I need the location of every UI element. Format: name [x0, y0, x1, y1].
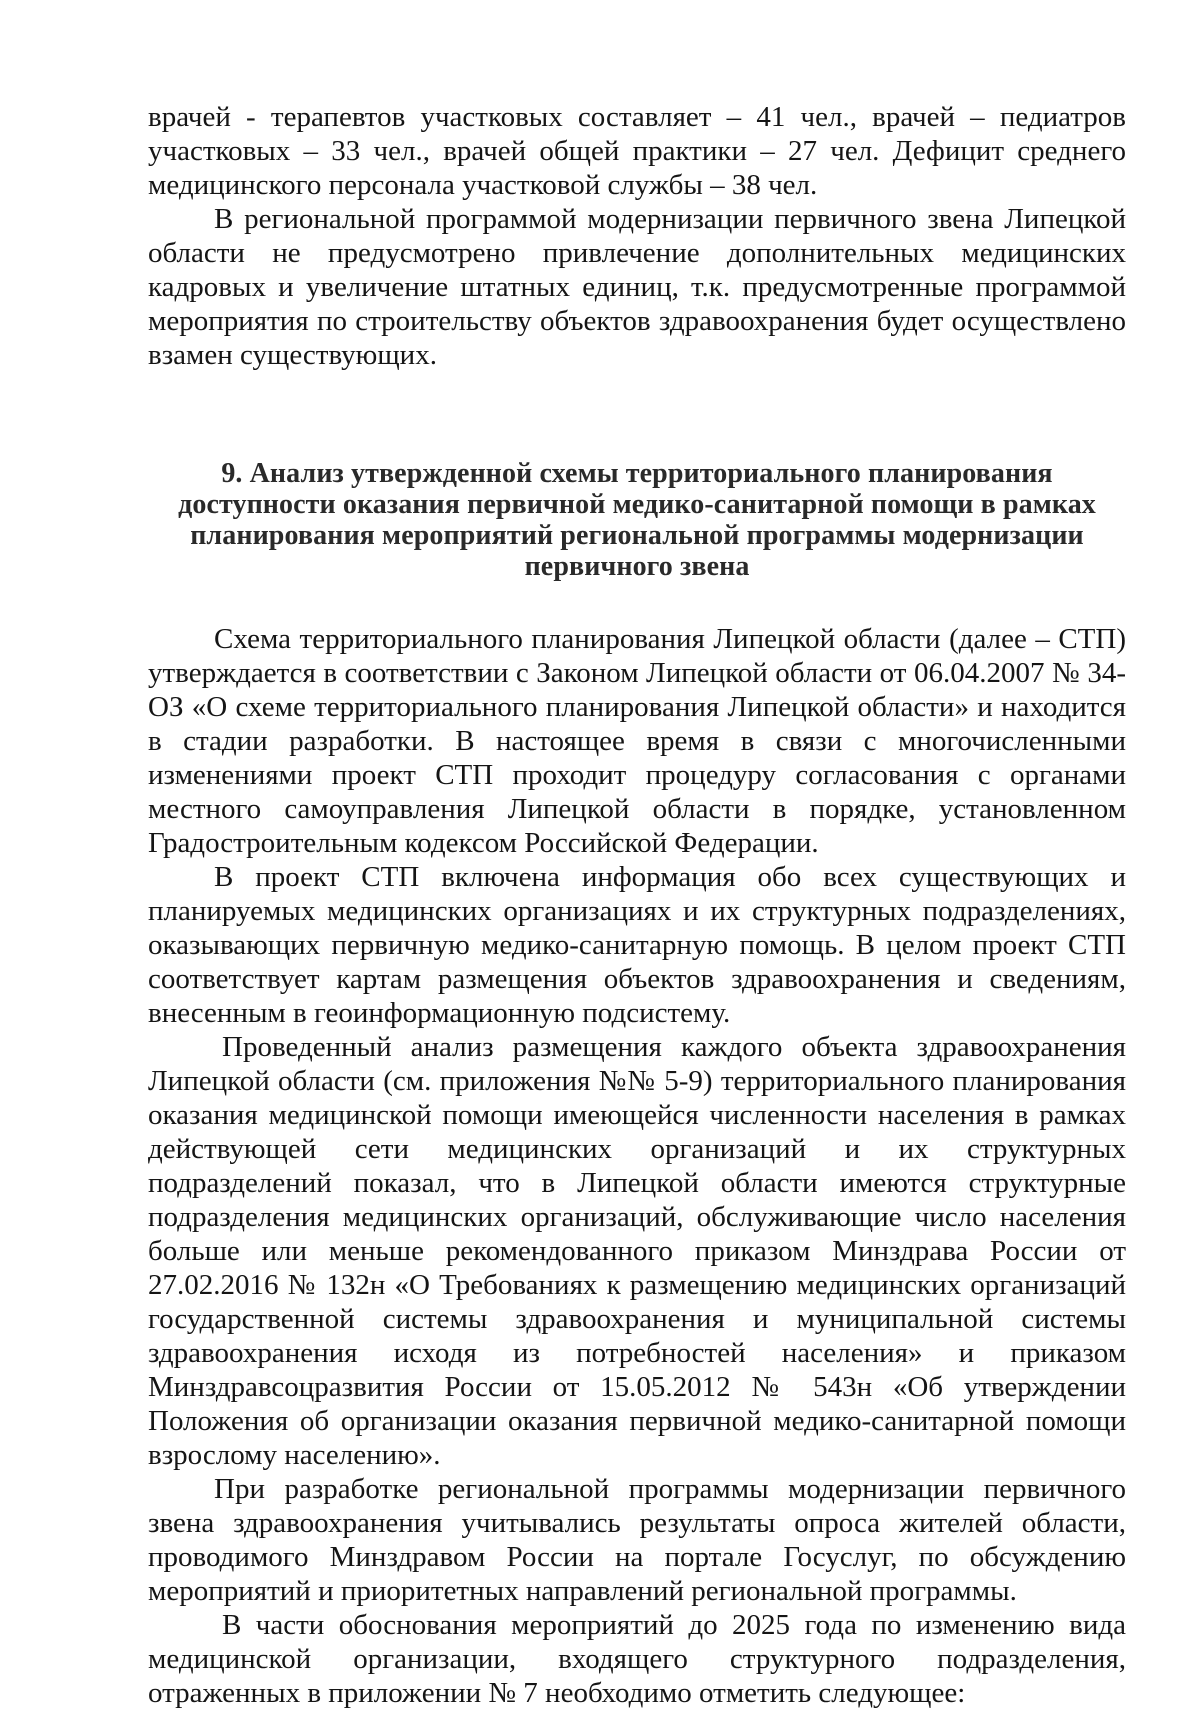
section-paragraph-5: В части обоснования мероприятий до 2025 года по изменению вида медицинской организации, входящего структурного подразделения, отраженных в приложении № 7 необходимо отметить следующее: [148, 1609, 1126, 1709]
section-heading-line: первичного звена [524, 551, 750, 582]
section-heading-line: доступности оказания первичной медико-санитарной помощи в рамках [178, 489, 1096, 520]
intro-paragraph-1: врачей - терапевтов участковых составляет – 41 чел., врачей – педиатров участковых – 33 чел., врачей общей практики – 27 чел. Дефицит среднего медицинского персонала участковой службы – 38 чел. [148, 101, 1126, 201]
document-body [148, 100, 1126, 1710]
section-paragraph-1: Схема территориального планирования Липецкой области (далее – СТП) утверждается в соответствии с Законом Липецкой области от 06.04.2007 № 34-ОЗ «О схеме территориального планирования Липецкой области» и находится в стадии разработки. В настоящее время в связи с многочисленными изменениями проект СТП проходит процедуру согласования с органами местного самоуправления Липецкой области в порядке, установленном Градостроительным кодексом Российской Федерации. [148, 623, 1126, 859]
section-paragraph-2: В проект СТП включена информация обо всех существующих и планируемых медицинских организациях и их структурных подразделениях, оказывающих первичную медико-санитарную помощь. В целом проект СТП соответствует картам размещения объектов здравоохранения и сведениям, внесенным в геоинформационную подсистему. [148, 861, 1126, 1029]
section-9-heading [148, 458, 1126, 582]
section-paragraph-4: При разработке региональной программы модернизации первичного звена здравоохранения учитывались результаты опроса жителей области, проводимого Минздравом России на портале Госуслуг, по обсуждению мероприятий и приоритетных направлений региональной программы. [148, 1473, 1126, 1607]
section-heading-line: планирования мероприятий региональной программы модернизации [190, 520, 1084, 551]
section-paragraph-3: Проведенный анализ размещения каждого объекта здравоохранения Липецкой области (см. приложения №№ 5-9) территориального планирования оказания медицинской помощи имеющейся численности населения в рамках действующей сети медицинских организаций и их структурных подразделений показал, что в Липецкой области имеются структурные подразделения медицинских организаций, обслуживающие число населения больше или меньше рекомендованного приказом Минздрава России от 27.02.2016 № 132н «О Требованиях к размещению медицинских организаций государственной системы здравоохранения и муниципальной системы здравоохранения исходя из потребностей населения» и приказом Минздравсоцразвития России от 15.05.2012 № 543н «Об утверждении Положения об организации оказания первичной медико-санитарной помощи взрослому населению». [148, 1031, 1126, 1471]
section-heading-line: 9. Анализ утвержденной схемы территориального планирования [221, 458, 1053, 489]
intro-paragraph-2: В региональной программой модернизации первичного звена Липецкой области не предусмотрено привлечение дополнительных медицинских кадровых и увеличение штатных единиц, т.к. предусмотренные программой мероприятия по строительству объектов здравоохранения будет осуществлено взамен существующих. [148, 203, 1126, 371]
